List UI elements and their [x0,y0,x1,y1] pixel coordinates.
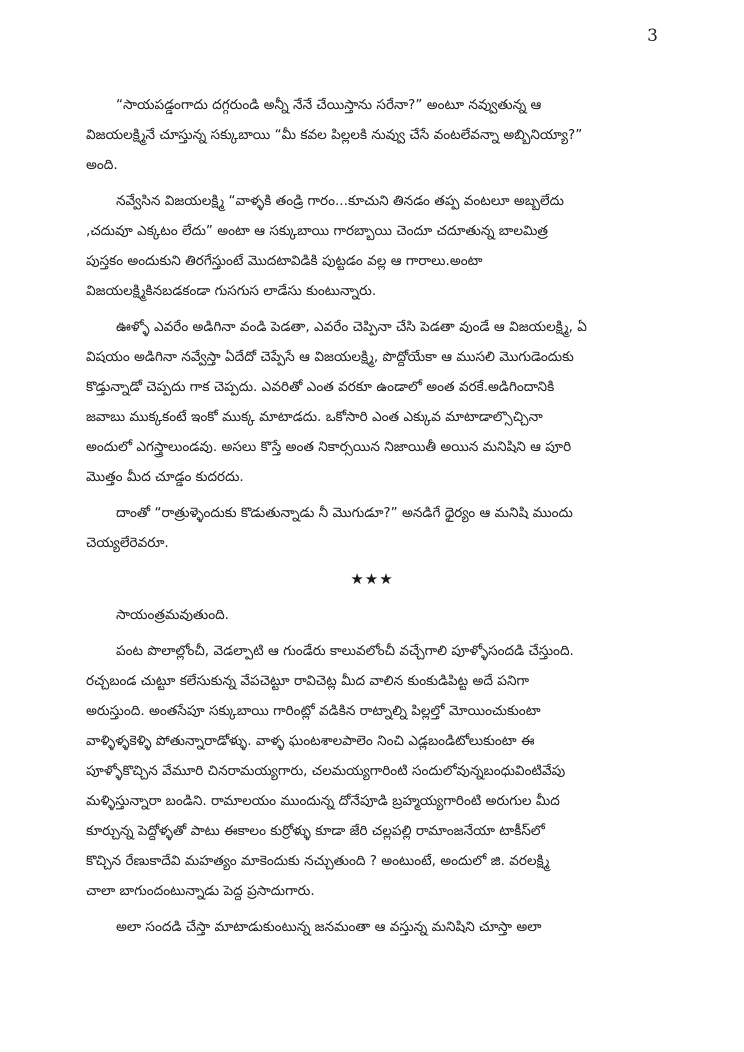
paragraph: దాంతో “రాత్రుళ్ళెందుకు కొడుతున్నాడు నీ మొగుడూ?” అనడిగే ధైర్యం ఆ మనిషి ముందు చెయ్యలేరెవరూ. [86,505,573,551]
paragraph: “సాయపడ్డంగాదు దగ్గరుండి అన్నీ నేనే చేయిస్తాను సరేనా?” అంటూ నవ్వుతున్న ఆ విజయలక్ష్మినే చూస్తున్న సక్కుబాయి “మీ కవల పిల్లలకి నువ్వు చేసే వంటలేవన్నా అబ్బినియ్యా?” అంది. [86,97,583,173]
paragraph: అలా సందడి చేస్తా మాటాడుకుంటున్న జనమంతా ఆ వస్తున్న మనిషిని చూస్తా అలా [116,919,542,935]
story-text [86,90,658,948]
page-number: 3 [647,26,658,46]
section-separator: ★★★ [350,570,394,588]
paragraph: ఊళ్ళో ఎవరేం అడిగినా వండి పెడతా, ఎవరేం చెప్పినా చేసి పెడతా వుండే ఆ విజయలక్ష్మి, ఏ విషయం అడిగినా నవ్వేస్తా ఏదేదో చెప్పేసే ఆ విజయలక్ష్మి, పొద్దోయేకా ఆ ముసలి మొగుడెందుకు కొడ్తున్నాడో చెప్పదు గాక చెప్పదు. ఎవరితో ఎంత వరకూ ఉండాలో అంత వరకే.అడిగిందానికి జవాబు ముక్కకంటే ఇంకో ముక్క మాటాడదు. ఒకోసారి ఎంత ఎక్కువ మాటాడాల్సొచ్చినా అందులో ఎగస్త్రాలుండవు. అసలు కొస్తే అంత నికార్సయిన నిజాయితీ అయిన మనిషిని ఆ పూరి మొత్తం మీద చూడ్డం కుదరదు. [86,319,587,485]
paragraph: పంట పొలాల్లోంచీ, వెడల్పాటి ఆ గుండేరు కాలువలోంచీ వచ్చేగాలి పూళ్ళోసందడి చేస్తుంది. రచ్చబండ చుట్టూ కలేసుకున్న వేపచెట్టూ రావిచెట్ల మీద వాలిన కుంకుడిపిట్ట అదే పనిగా అరుస్తుంది. అంతసేపూ సక్కుబాయి గారింట్లో వడికిన రాట్నాల్ని పిల్లల్తో మోయించుకుంటా వాళ్ళిళ్ళకెళ్ళి పోతున్నారాడోళ్ళు. వాళ్ళ ఘంటశాలపాలెం నించి ఎడ్లబండిటోలుకుంటా ఈ పూళ్ళోకొచ్చిన వేమూరి చినరామయ్యగారు, చలమయ్యగారింటి సందులోవున్నబంధువింటివేపు మళ్ళిస్తున్నారా బండిని. రామాలయం ముందున్న దోనేపూడి బ్రహ్మయ్యగారింటి అరుగుల మీద కూర్చున్న పెద్దోళ్ళతో పాటు ఈకాలం కుర్రోళ్ళు కూడా జేరి చల్లపల్లి రామాంజనేయా టాకీస్‌లో కొచ్చిన రేణుకాదేవి మహత్యం మాకెందుకు నచ్చుతుంది ? అంటుంటే, అందులో జి. వరలక్ష్మి చాలా బాగుందంటున్నాడు పెద్ద ప్రసాదుగారు. [86,643,574,899]
paragraph: నవ్వేసిన విజయలక్ష్మి “వాళ్ళకి తండ్రి గారం...కూచుని తినడం తప్ప వంటలూ అబ్బలేదు ,చదువూ ఎక్కటం లేదు” అంటా ఆ సక్కుబాయి గారబ్బాయి చెందూ చదూతున్న బాలమిత్ర పుస్తకం అందుకుని తిరగేస్తుంటే మొదటావిడికి పుట్టడం వల్ల ఆ గారాలు.అంటా విజయలక్ష్మికినబడకండా గుసగుస లాడేసు కుంటున్నారు. [86,193,564,299]
paragraph: సాయంత్రమవుతుంది. [116,607,230,623]
